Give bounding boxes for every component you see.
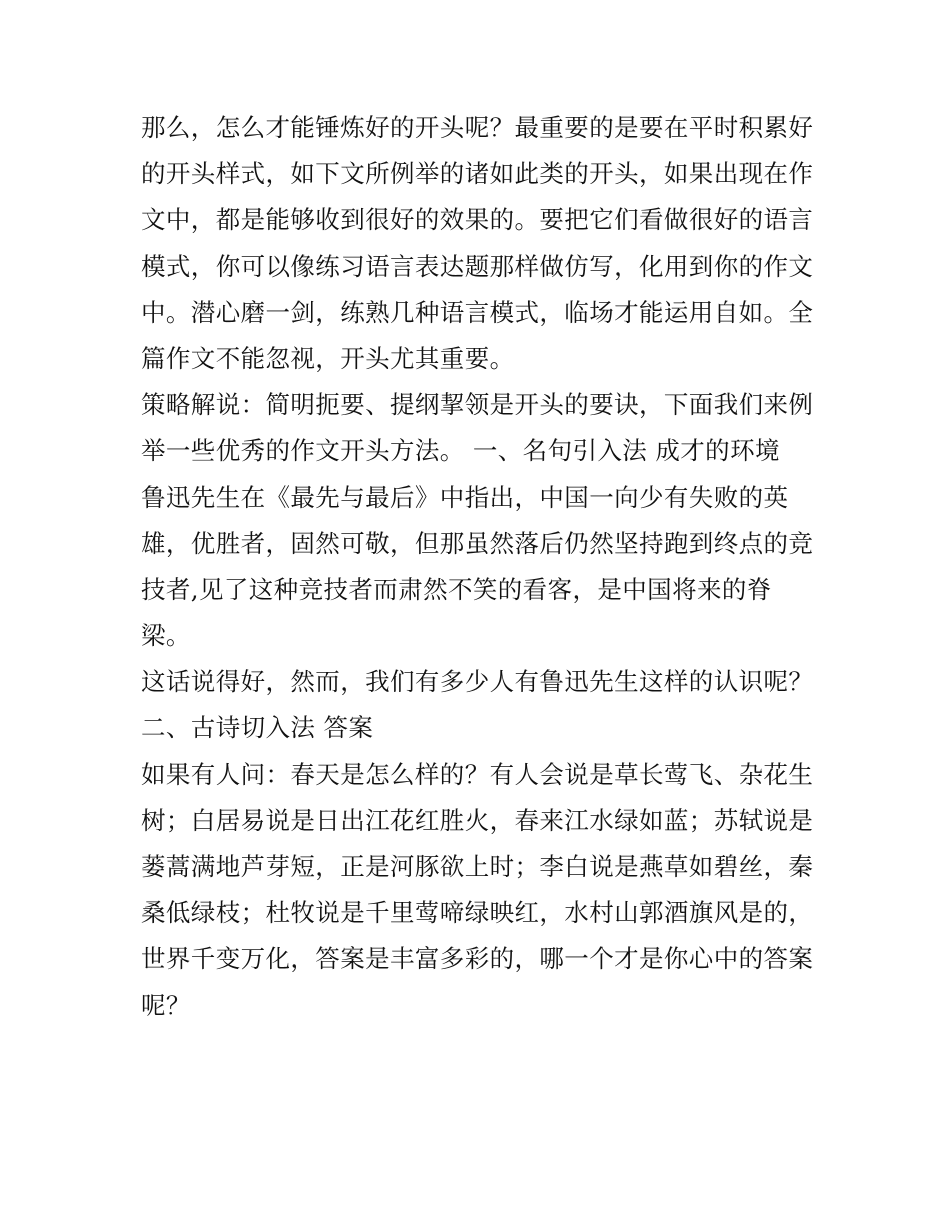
text-line: 那么，怎么才能锤炼好的开头呢？最重要的是要在平时积累好 — [141, 113, 814, 142]
text-line: 策略解说：简明扼要、提纲挈领是开头的要诀，下面我们来例 — [141, 390, 814, 420]
text-line: 鲁迅先生在《最先与最后》中指出，中国一向少有失败的英 — [141, 482, 789, 512]
text-line: 文中，都是能够收到很好的效果的。要把它们看做很好的语言 — [141, 205, 814, 235]
text-line: 模式，你可以像练习语言表达题那样做仿写，化用到你的作文 — [141, 251, 814, 281]
text-line: 的开头样式，如下文所例举的诸如此类的开头，如果出现在作 — [141, 159, 814, 189]
text-line: 这话说得好，然而，我们有多少人有鲁迅先生这样的认识呢？ — [141, 667, 814, 697]
text-line: 蒌蒿满地芦芽短，正是河豚欲上时；李白说是燕草如碧丝，秦 — [141, 852, 814, 881]
text-line: 雄，优胜者，固然可敬，但那虽然落后仍然坚持跑到终点的竞 — [141, 528, 814, 558]
text-line: 二、古诗切入法 答案 — [141, 713, 374, 743]
text-line: 桑低绿枝；杜牧说是千里莺啼绿映红，水村山郭酒旗风是的， — [141, 898, 814, 928]
text-line: 中。潜心磨一剑，练熟几种语言模式，临场才能运用自如。全 — [141, 297, 814, 327]
text-line: 梁。 — [141, 621, 191, 651]
text-line: 如果有人问：春天是怎么样的？有人会说是草长莺飞、杂花生 — [141, 759, 814, 789]
text-line: 技者,见了这种竞技者而肃然不笑的看客，是中国将来的脊 — [141, 574, 772, 604]
text-line: 篇作文不能忽视，开头尤其重要。 — [141, 343, 515, 373]
text-line: 呢？ — [141, 990, 191, 1020]
text-line: 举一些优秀的作文开头方法。 一、名句引入法 成才的环境 — [141, 436, 780, 466]
text-line: 世界千变万化，答案是丰富多彩的，哪一个才是你心中的答案 — [141, 944, 814, 974]
body-text — [141, 105, 813, 1029]
text-line: 树；白居易说是日出江花红胜火，春来江水绿如蓝；苏轼说是 — [141, 805, 814, 835]
